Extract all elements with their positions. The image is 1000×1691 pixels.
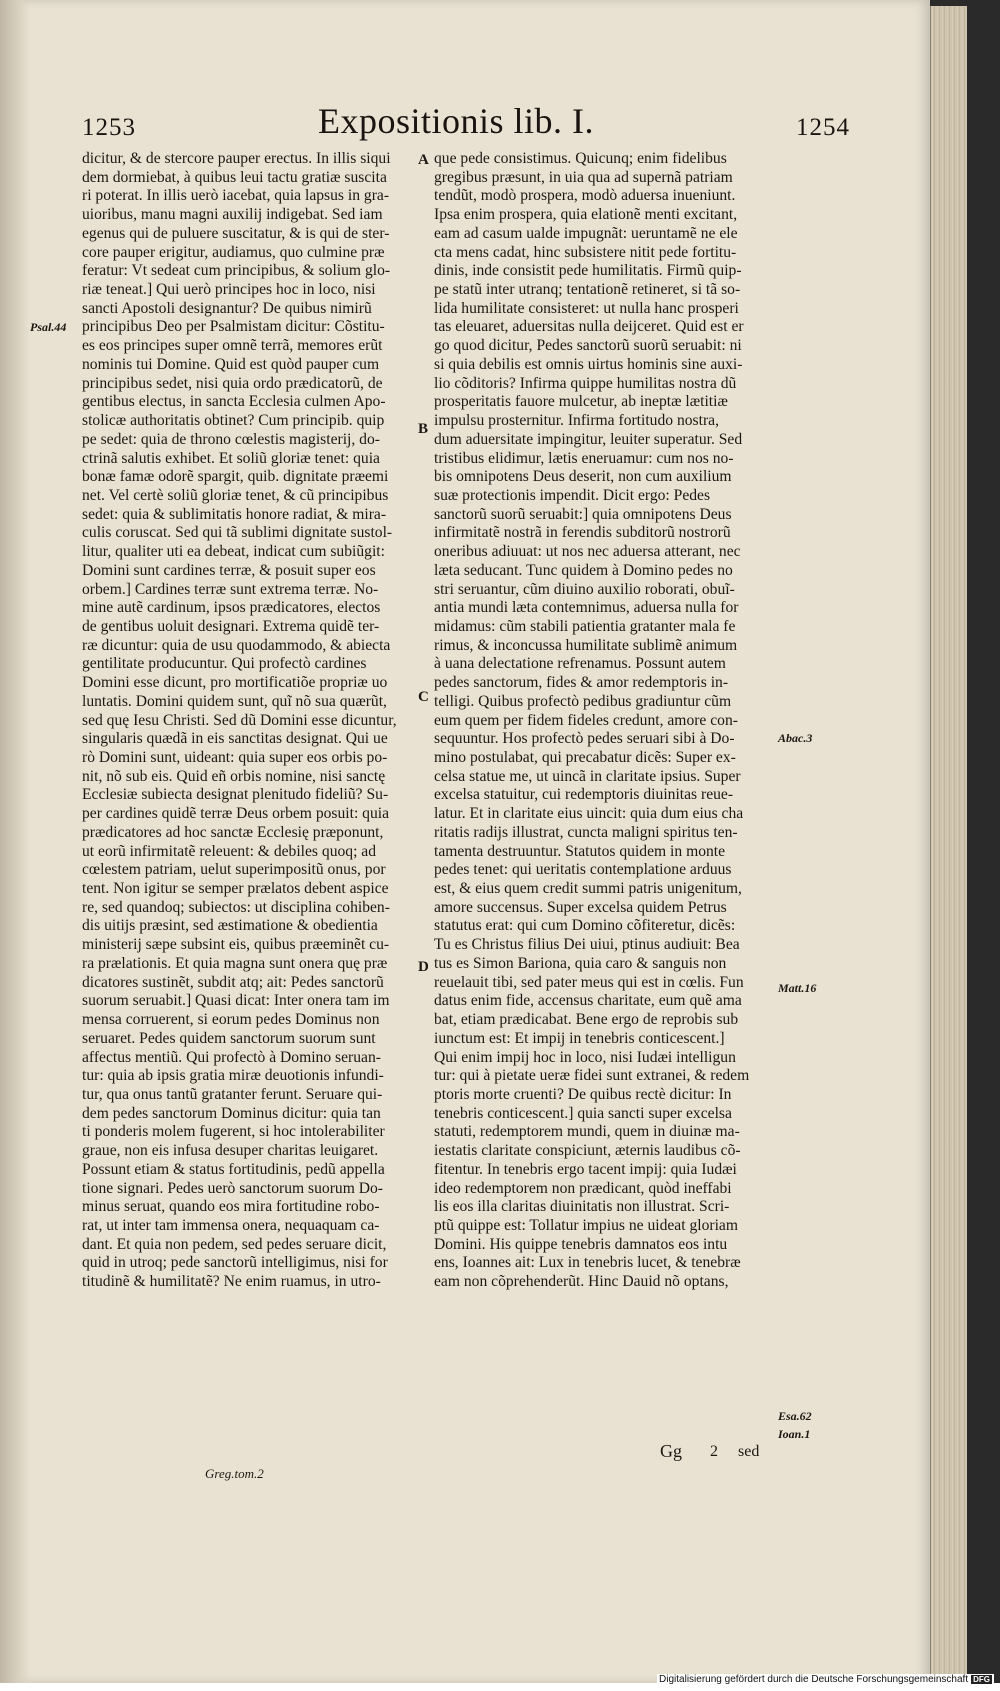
text-line: lis eos illa claritas diuinitatis non illustrat. Scri- <box>434 1198 730 1216</box>
text-line: impulsu prosternitur. Infirma fortitudo nostra, <box>434 412 719 430</box>
margin-note-matt: Matt.16 <box>778 981 817 995</box>
margin-note-psal: Psal.44 <box>30 320 67 334</box>
text-line: egenus qui de puluere suscitatur, & is qui de ster- <box>82 224 390 242</box>
text-line: sedet: quia & sublimitatis honore radiat, & mira- <box>82 505 387 523</box>
text-line: dicitur, & de stercore pauper erectus. In illis siqui <box>82 150 391 167</box>
text-line: litur, qualiter uti ea debeat, indicat cum subiũgit: <box>82 543 385 561</box>
text-line: pedes tenet: qui ueritatis contemplatione arduus <box>434 861 732 879</box>
text-line: pedes sanctorum, fides & amor redemptoris in- <box>434 674 729 692</box>
text-line: Qui enim impij hoc in loco, nisi Iudæi intelligun <box>434 1048 736 1066</box>
text-line: tenebris conticescent.] quia sancti super excelsa <box>434 1104 732 1122</box>
text-line: luntatis. Domini quidem sunt, quĩ nõ sua quærũt, <box>82 692 387 710</box>
text-line: quid in utroq; pede sanctorũ intelligimus, nisi for <box>82 1254 388 1272</box>
text-line: orbem.] Cardines terræ sunt extrema terræ. No- <box>82 580 379 598</box>
text-line: tur: quia ab ipsis gratia miræ deuotionis infundi- <box>82 1067 384 1085</box>
text-line: lida humilitate consisteret: ut nulla hanc prosperi <box>434 299 739 317</box>
text-line: seruaret. Pedes quidem sanctorum suorum sunt <box>82 1029 376 1047</box>
text-line: dem dormiebat, à quibus leui tactu gratiæ suscita <box>82 168 387 186</box>
text-line: tamenta destruuntur. Statutos quidem in monte <box>434 842 726 860</box>
page-gutter <box>0 0 30 1683</box>
text-line: uioribus, manu magni auxilij indigebat. Sed iam <box>82 206 383 224</box>
text-line: Possunt etiam & status fortitudinis, pedũ appella <box>82 1160 385 1178</box>
text-line: sanctorũ suorũ seruabit:] quia omnipotens Deus <box>434 505 732 523</box>
text-line: ritatis radijs illustrat, cuncta maligni spiritus ten- <box>434 823 738 841</box>
gathering-number: 2 <box>710 1443 718 1460</box>
text-line: oneribus adiuuat: ut nos nec aduersa atterant, nec <box>434 543 741 561</box>
text-line: Domini esse dicunt, pro mortificatiõe propriæ uo <box>82 674 388 692</box>
text-line: iestatis claritate conspiciunt, æternis laudibus cõ- <box>434 1142 741 1160</box>
text-line: stri seruantur, cũm diuino auxilio roborati, obuĩ- <box>434 580 735 598</box>
catchword: sed <box>738 1443 760 1460</box>
text-line: ut eorũ infirmitatẽ releuent: & debiles quoq; ad <box>82 842 377 860</box>
text-line: est, & eius quem credit summi patris unigenitum, <box>434 880 742 898</box>
text-line: dum aduersitate impingitur, leuiter superatur. Sed <box>434 430 743 448</box>
text-line: tur, qua onus tantũ gratanter ferunt. Seruare qui- <box>82 1085 383 1103</box>
text-line: ctrinã salutis exhibet. Et soliũ gloriæ tenet: quia <box>82 449 380 467</box>
text-line: singularis quædã in eis sanctitas designat. Qui ue <box>82 730 388 748</box>
page-number-right: 1254 <box>796 114 850 141</box>
text-line: ens, Ioannes ait: Lux in tenebris lucet, & tenebræ <box>434 1254 741 1272</box>
section-marker-b: B <box>418 421 429 437</box>
text-line: pe statũ inter utranq; tentationẽ retineret, si tã so- <box>434 281 741 299</box>
text-line: tus es Simon Bariona, quia caro & sanguis non <box>434 954 727 972</box>
text-line: core pauper erigitur, audiamus, quo culmine præ <box>82 243 385 261</box>
text-line: statutus erat: qui cum Domino cõfiteretur, dicẽs: <box>434 917 736 935</box>
text-line: rimus, & inconcussa humilitate sublimẽ animum <box>434 636 738 654</box>
text-line: eam ad casum ualde impugnãt: ueruntamẽ ne ele <box>434 224 738 242</box>
gathering-mark: Gg <box>660 1441 682 1461</box>
text-line: stolicæ authoritatis obtinet? Cum principib. quip <box>82 412 385 430</box>
text-line: gentilitate producuntur. Qui profectò cardines <box>82 655 367 673</box>
text-line: titudinẽ & humilitatẽ? Ne enim ruamus, in utro- <box>82 1273 381 1291</box>
text-line: feratur: Vt sedeat cum principibus, & solium glo- <box>82 262 391 280</box>
text-line: go quod dicitur, Pedes sanctorũ suorũ seruabit: ni <box>434 337 742 355</box>
text-line: ptoris morte cruenti? De quibus rectè dicitur: In <box>434 1085 732 1103</box>
digitization-note-text: Digitalisierung gefördert durch die Deutsche Forschungsgemeinschaft <box>659 1674 969 1685</box>
text-line: ministerij sæpe subsint eis, quibus præeminẽt cu- <box>82 936 390 954</box>
text-line: rò Domini sunt, uideant: quia super eos orbis po- <box>82 749 388 766</box>
text-line: Domini. His quippe tenebris damnatos eos intu <box>434 1235 728 1253</box>
text-line: mensa corruerent, si eorum pedes Dominus non <box>82 1011 380 1029</box>
text-line: iunctum est: Et impij in tenebris conticescent.] <box>434 1029 725 1047</box>
text-line: ræ dicuntur: quia de usu quodammodo, & abiecta <box>82 636 391 654</box>
text-line: ptũ quippe est: Tollatur impius ne uideat gloriam <box>434 1216 738 1234</box>
text-line: Tu es Christus filius Dei uiui, ptinus audiuit: Bea <box>434 936 740 954</box>
text-line: ra prælationis. Et quia magna sunt onera quę præ <box>82 954 388 972</box>
text-line: rat, ut inter tam immensa onera, nequaquam ca- <box>82 1216 380 1234</box>
text-line: tione signari. Pedes uerò sanctorum suorum Do- <box>82 1179 383 1197</box>
running-title: Expositionis lib. I. <box>318 101 595 141</box>
text-line: latur. Et in claritate eius uincit: quia dum eius cha <box>434 805 744 823</box>
right-column <box>434 150 766 1292</box>
text-line: culis coruscat. Sed qui tã sublimi dignitate sustol- <box>82 524 393 542</box>
text-line: Domini sunt cardines terræ, & posuit super eos <box>82 561 376 579</box>
text-line: excelsa statuitur, cui redemptoris diuinitas reue- <box>434 786 734 804</box>
text-line: per cardines quidẽ terræ Deus orbem posuit: quia <box>82 805 390 823</box>
text-line: graue, non eis infusa desuper charitas leuigaret. <box>82 1142 379 1160</box>
text-line: que pede consistimus. Quicunq; enim fidelibus <box>434 150 727 167</box>
text-line: Ipsa enim prospera, quia elationẽ menti excitant, <box>434 206 738 224</box>
text-line: fitentur. In tenebris ergo tacent impij: quia Iudæi <box>434 1160 737 1178</box>
text-line: prædicatores ad hoc sanctæ Ecclesię præponunt, <box>82 823 384 841</box>
text-line: pe sedet: quia de throno cœlestis magisterij, do- <box>82 430 380 448</box>
text-line: antia mundi læta contemnimus, aduersa nulla for <box>434 599 739 617</box>
text-line: Ecclesiæ subiecta designat plenitudo fideliũ? Su- <box>82 786 389 804</box>
text-line: tur: qui à pietate ueræ fidei sunt extranei, & redem <box>434 1067 750 1085</box>
text-line: statuti, redemptorem mundi, quem in diuinæ ma- <box>434 1123 740 1141</box>
text-line: ti ponderis molem fugerent, si hoc intolerabiliter <box>82 1123 385 1141</box>
text-line: lio cõditoris? Infirma quippe humilitas nostra dũ <box>434 374 737 392</box>
digitization-note <box>657 1674 994 1685</box>
text-line: gregibus præsunt, in uia qua ad supernã patriam <box>434 168 733 186</box>
left-column <box>82 150 412 1292</box>
text-line: læta seducant. Tunc quidem à Domino pedes no <box>434 561 733 579</box>
text-line: dinis, inde consistit pede humilitatis. Firmũ quip- <box>434 262 742 280</box>
page-edge-stack <box>930 6 967 1681</box>
text-line: dicatores sustinẽt, subdit atq; ait: Pedes sanctorũ <box>82 973 384 991</box>
text-line: cœlestem patriam, uelut superimpositũ onus, por <box>82 861 386 879</box>
section-marker-d: D <box>418 959 429 975</box>
text-line: telligi. Quibus profectò pedibus gradiuntur cũm <box>434 692 732 710</box>
section-marker-a: A <box>418 152 429 168</box>
text-line: tas eleuaret, aduersitas nulla deijceret. Quid est er <box>434 318 744 336</box>
signature-mark: Greg.tom.2 <box>205 1466 264 1481</box>
margin-note-ioan: Ioan.1 <box>778 1427 811 1441</box>
text-line: bis omnipotens Deus deserit, non cum auxilium <box>434 468 732 486</box>
text-line: sequuntur. Hos profectò pedes seruari sibi à Do- <box>434 730 735 748</box>
text-line: eam non cõprehenderũt. Hinc Dauid nõ optans, <box>434 1273 729 1291</box>
text-line: dant. Et quia non pedem, sed pedes seruare dicit, <box>82 1235 387 1253</box>
text-line: reuelauit tibi, sed pater meus qui est in cœlis. Fun <box>434 973 744 991</box>
text-line: prosperitatis fauore mulcetur, ab ineptæ lætitiæ <box>434 393 728 411</box>
page-number-left: 1253 <box>82 114 136 141</box>
text-line: mine autẽ cardinum, ipsos prædicatores, electos <box>82 599 381 617</box>
text-line: gentibus electus, in sancta Ecclesia culmen Apo- <box>82 393 386 411</box>
margin-note-abac: Abac.3 <box>778 731 813 745</box>
text-line: ri poterat. In illis uerò iacebat, quia lapsus in gra- <box>82 187 390 205</box>
text-line: sed quę Iesu Christi. Sed dũ Domini esse dicuntur, <box>82 711 397 729</box>
text-line: midamus: cũm stabili patientia gratanter mala fe <box>434 617 736 635</box>
text-line: celsa statue me, ut uincã in claritate ipsius. Super <box>434 767 741 785</box>
text-line: amore succensus. Super excelsa quidem Petrus <box>434 898 727 916</box>
text-line: bat, etiam prædicabat. Bene ergo de reprobis sub <box>434 1011 739 1029</box>
text-line: riæ teneat.] Qui uerò principes hoc in loco, nisi <box>82 281 376 299</box>
section-marker-c: C <box>418 689 429 705</box>
text-line: es eos principes super omnẽ terrã, memores erũt <box>82 337 383 355</box>
text-line: eum quem per fidem fideles credunt, amore con- <box>434 711 738 729</box>
text-line: tristibus elidimur, lætis eneruamur: cum nos no- <box>434 449 734 467</box>
text-line: datus enim fide, accensus charitate, eum quẽ ama <box>434 992 742 1010</box>
text-line: infirmitatẽ nostrã in ferendis subditorũ nostrorũ <box>434 524 731 542</box>
text-line: bonæ famæ odorẽ spargit, quib. dignitate præemi <box>82 468 389 486</box>
dfg-logo: DFG <box>973 1675 990 1684</box>
text-line: cta mens cadat, hinc subsistere nitit pede fortitu- <box>434 243 737 261</box>
text-line: de gentibus uoluit designari. Extrema quidẽ ter- <box>82 617 380 635</box>
text-line: tendũt, modò prospera, modò aduersa inueniunt. <box>434 187 736 205</box>
text-line: à uana delectatione refrenamus. Possunt autem <box>434 655 726 673</box>
text-line: suorum seruabit.] Quasi dicat: Inter onera tam im <box>82 992 390 1010</box>
text-line: tent. Non igitur se semper prælatos debent aspice <box>82 880 389 898</box>
margin-note-esa: Esa.62 <box>778 1409 812 1423</box>
text-line: minus seruat, quando eos mira fortitudine robo- <box>82 1198 380 1216</box>
text-line: principibus Deo per Psalmistam dicitur: Cõstitu- <box>82 318 385 336</box>
text-line: dis uitijs præsint, sed æstimatione & obedientia <box>82 917 378 935</box>
text-line: dem pedes sanctorum Dominus dicitur: quia tan <box>82 1104 381 1122</box>
text-line: nit, nõ sub eis. Quid eñ orbis nomine, nisi sanctę <box>82 767 386 785</box>
text-line: affectus mentiũ. Qui profectò à Domino seruan- <box>82 1048 381 1066</box>
text-line: nominis tui Domine. Quid est quòd pauper cum <box>82 355 380 373</box>
text-line: re, sed quandoq; subiectos: ut disciplina cohiben- <box>82 898 390 916</box>
text-line: net. Vel certè soliũ gloriæ tenet, & cũ principibus <box>82 486 389 504</box>
text-line: principibus sedet, nisi quia ordo prædicatorũ, de <box>82 374 383 392</box>
text-line: suæ protectionis impendit. Dicit ergo: Pedes <box>434 486 711 504</box>
text-line: mino postulabat, qui precabatur dicẽs: Super ex- <box>434 749 736 766</box>
page-header <box>70 100 850 150</box>
text-line: ideo redemptorem non prædicant, quòd ineffabi <box>434 1179 732 1197</box>
text-line: sancti Apostoli designantur? De quibus nimirũ <box>82 299 372 317</box>
text-line: si quia debilis est omnis uirtus hominis sine auxi- <box>434 355 743 373</box>
